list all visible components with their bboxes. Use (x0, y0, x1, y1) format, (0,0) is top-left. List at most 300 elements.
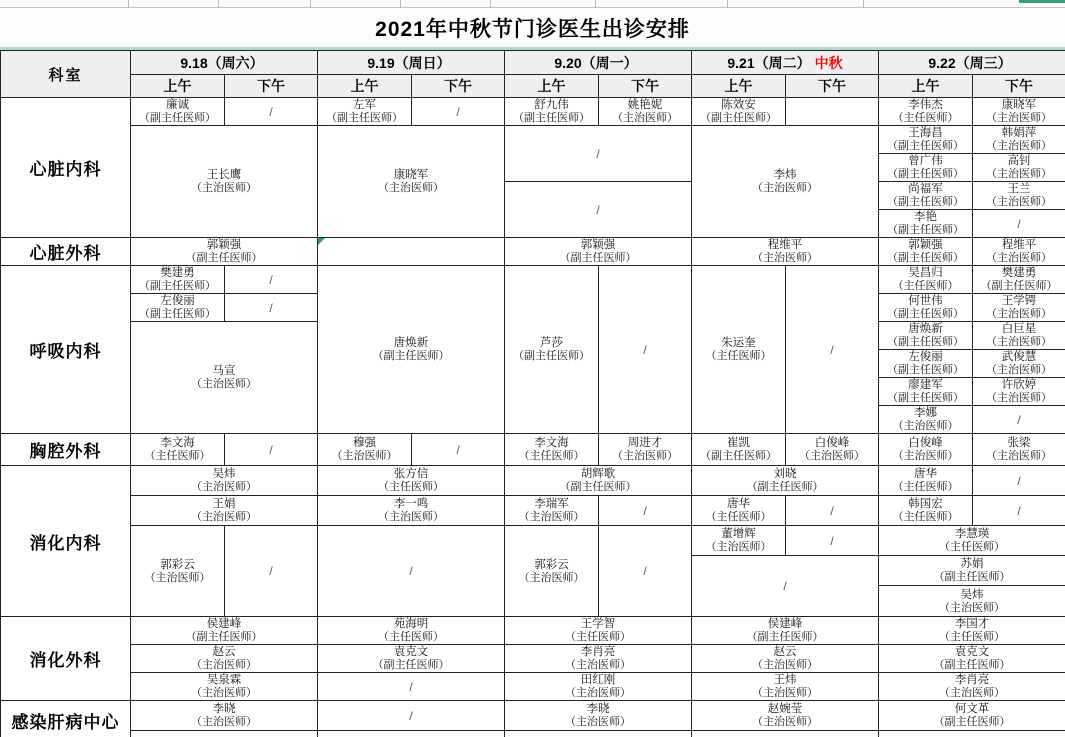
schedule-cell[interactable]: / (505, 182, 692, 238)
schedule-cell[interactable] (318, 617, 505, 645)
schedule-cell[interactable] (505, 526, 599, 617)
schedule-cell[interactable] (973, 378, 1065, 406)
doctor-rank: （副主任医师） (559, 252, 637, 264)
doctor-name: 曾广伟 (908, 155, 943, 167)
department-name[interactable]: 消化内科 (1, 466, 131, 617)
schedule-cell[interactable] (131, 701, 318, 731)
schedule-cell[interactable] (131, 496, 318, 526)
doctor-name: 王海昌 (908, 127, 943, 139)
schedule-cell[interactable] (131, 238, 318, 266)
schedule-cell[interactable] (318, 266, 505, 434)
schedule-cell[interactable] (131, 526, 225, 617)
department-name[interactable]: 胸腔外科 (1, 434, 131, 466)
schedule-cell[interactable] (879, 98, 973, 126)
schedule-cell[interactable] (879, 266, 973, 294)
schedule-row (1, 617, 1065, 645)
top-cropped-row (0, 0, 1065, 8)
grid-line (310, 0, 311, 8)
schedule-cell[interactable] (131, 617, 318, 645)
schedule-cell[interactable] (599, 434, 692, 466)
schedule-cell[interactable] (692, 434, 786, 466)
doctor-rank: （主治医师） (191, 481, 257, 493)
doctor-name: 苏娟 (960, 558, 984, 570)
schedule-cell[interactable] (318, 126, 505, 238)
doctor-rank: （主治医师） (565, 659, 631, 671)
doctor-name: 王学锷 (1001, 295, 1037, 307)
schedule-table (0, 50, 1065, 737)
schedule-cell[interactable]: / (225, 266, 318, 294)
doctor-rank: （主治医师） (986, 450, 1052, 462)
schedule-cell[interactable] (879, 238, 973, 266)
schedule-cell[interactable] (318, 238, 505, 266)
doctor-rank: （副主任医师） (980, 280, 1058, 292)
doctor-rank: （副主任医师） (372, 350, 450, 362)
schedule-cell[interactable] (692, 238, 879, 266)
doctor-rank: （主治医师） (752, 716, 818, 728)
doctor-rank: （副主任医师） (887, 196, 964, 208)
schedule-cell[interactable]: / (412, 98, 505, 126)
pm-header[interactable]: 下午 (412, 75, 505, 98)
schedule-cell[interactable] (131, 731, 318, 737)
schedule-cell[interactable] (318, 496, 505, 526)
doctor-name: 周进才 (627, 437, 663, 449)
doctor-name: 唐焕新 (393, 337, 429, 349)
doctor-name: 穆强 (353, 437, 376, 449)
doctor-rank: （主治医师） (986, 196, 1052, 208)
schedule-cell[interactable] (879, 182, 973, 210)
doctor-rank: （主治医师） (144, 571, 211, 584)
schedule-cell[interactable]: / (786, 496, 879, 526)
doctor-name: 董增辉 (721, 528, 756, 540)
am-header[interactable]: 上午 (692, 75, 786, 98)
dept-column-header: 科室 (1, 51, 131, 98)
schedule-cell[interactable] (505, 673, 692, 701)
doctor-rank: （副主任医师） (887, 364, 964, 376)
doctor-name: 芦莎 (540, 337, 563, 349)
selection-accent-bar (1019, 0, 1065, 3)
schedule-cell[interactable]: / (225, 294, 318, 322)
pm-header[interactable]: 下午 (599, 75, 692, 98)
schedule-cell[interactable] (879, 673, 1065, 701)
schedule-cell[interactable]: / (318, 673, 505, 701)
doctor-rank: （主治医师） (986, 252, 1052, 264)
schedule-cell[interactable]: / (225, 98, 318, 126)
grid-line (490, 0, 491, 8)
schedule-cell[interactable] (879, 466, 973, 496)
date-header-9-21[interactable] (692, 51, 879, 75)
schedule-cell[interactable]: / (973, 406, 1065, 434)
schedule-row (1, 701, 1065, 731)
doctor-rank: （主任医师） (378, 481, 444, 493)
schedule-cell[interactable] (131, 645, 318, 673)
schedule-cell[interactable]: / (973, 466, 1065, 496)
doctor-name: 郭彩云 (534, 558, 569, 571)
department-name[interactable]: 呼吸内科 (1, 266, 131, 434)
doctor-rank: （主治医师） (191, 659, 257, 671)
schedule-cell[interactable]: / (692, 556, 879, 617)
am-header[interactable]: 上午 (131, 75, 225, 98)
doctor-rank: （副主任医师） (185, 252, 263, 264)
doctor-name: 唐华 (914, 468, 937, 480)
doctor-name: 白俊峰 (814, 437, 850, 449)
schedule-cell[interactable]: / (786, 266, 879, 434)
doctor-rank: （主治医师） (612, 112, 678, 124)
schedule-cell[interactable] (973, 322, 1065, 350)
schedule-cell[interactable]: / (973, 210, 1065, 238)
doctor-rank: （主治医师） (565, 687, 631, 699)
holiday-mid-autumn-label: 中秋 (814, 54, 843, 71)
doctor-rank: （副主任医师） (933, 716, 1011, 728)
doctor-name: 左俊丽 (160, 295, 195, 307)
doctor-rank: （副主任医师） (185, 631, 263, 643)
doctor-name: 廉诚 (166, 99, 189, 111)
doctor-rank: （主任医师） (939, 631, 1005, 643)
schedule-cell[interactable] (505, 466, 692, 496)
schedule-cell[interactable] (131, 294, 225, 322)
doctor-rank: （副主任医师） (933, 571, 1011, 583)
doctor-rank: （主任医师） (705, 350, 772, 362)
am-header[interactable]: 上午 (879, 75, 973, 98)
doctor-name: 赵婉莹 (767, 703, 803, 715)
schedule-cell[interactable] (879, 322, 973, 350)
doctor-name: 李瑞军 (534, 498, 569, 510)
doctor-rank: （主任医师） (565, 631, 631, 643)
schedule-row (1, 496, 1065, 526)
schedule-cell[interactable] (505, 701, 692, 731)
doctor-rank: （主治医师） (799, 450, 865, 462)
schedule-cell[interactable] (879, 434, 973, 466)
doctor-name: 袁克文 (954, 646, 990, 658)
am-header[interactable]: 上午 (318, 75, 412, 98)
doctor-name: 王长鹰 (206, 169, 242, 181)
doctor-name: 王学智 (580, 618, 616, 630)
schedule-cell[interactable] (973, 98, 1065, 126)
doctor-rank: （副主任医师） (746, 631, 824, 643)
doctor-rank: （主任医师） (144, 450, 211, 462)
doctor-name: 程维平 (1001, 239, 1037, 251)
schedule-row (1, 645, 1065, 673)
schedule-cell[interactable] (692, 701, 879, 731)
doctor-name: 唐焕新 (908, 323, 943, 335)
doctor-name: 侯建峰 (206, 618, 242, 630)
doctor-name: 吴泉霖 (206, 674, 242, 686)
schedule-row (1, 266, 1065, 294)
doctor-rank: （主治医师） (752, 687, 818, 699)
doctor-name: 马宣 (212, 365, 236, 377)
doctor-rank: （副主任医师） (700, 450, 777, 462)
schedule-cell[interactable] (131, 126, 318, 238)
page-title: 2021年中秋节门诊医生出诊安排 (375, 17, 690, 41)
doctor-name: 左俊丽 (908, 351, 943, 363)
date-header-9-20[interactable] (505, 51, 692, 75)
doctor-name: 苑海明 (393, 618, 429, 630)
doctor-rank: （主治医师） (986, 336, 1052, 348)
doctor-name: 王娟 (212, 498, 236, 510)
doctor-rank: （主治医师） (986, 364, 1052, 376)
am-header[interactable]: 上午 (505, 75, 599, 98)
doctor-name: 刘晓 (773, 468, 797, 480)
schedule-cell[interactable] (692, 731, 879, 737)
schedule-cell[interactable] (879, 406, 973, 434)
schedule-cell[interactable] (131, 322, 318, 434)
schedule-cell[interactable] (692, 526, 786, 556)
doctor-name: 高钊 (1007, 155, 1031, 167)
doctor-rank: （主治医师） (378, 182, 444, 194)
schedule-body (1, 98, 1065, 737)
schedule-cell[interactable] (973, 182, 1065, 210)
title-band (0, 8, 1065, 50)
schedule-cell[interactable] (973, 126, 1065, 154)
doctor-name: 程维平 (767, 239, 803, 251)
schedule-cell[interactable] (131, 673, 318, 701)
doctor-name: 韩娟萍 (1001, 127, 1037, 139)
doctor-rank: （主任医师） (892, 511, 959, 523)
pm-header[interactable]: 下午 (786, 75, 879, 98)
schedule-cell[interactable] (692, 496, 786, 526)
schedule-cell[interactable] (318, 434, 412, 466)
doctor-name: 李文海 (534, 437, 569, 449)
doctor-name: 李晓 (586, 703, 610, 715)
doctor-name: 郭颖强 (580, 239, 616, 251)
doctor-name: 康晓军 (1001, 99, 1037, 111)
doctor-name: 李伟杰 (908, 99, 943, 111)
schedule-cell[interactable]: / (973, 496, 1065, 526)
schedule-row (1, 98, 1065, 126)
doctor-rank: （副主任医师） (139, 308, 216, 320)
doctor-name: 侯建峰 (767, 618, 803, 630)
schedule-cell[interactable] (879, 350, 973, 378)
doctor-rank: （副主任医师） (746, 481, 824, 493)
doctor-name: 尚福军 (908, 183, 943, 195)
schedule-cell[interactable]: / (599, 526, 692, 617)
schedule-cell[interactable] (505, 617, 692, 645)
grid-line (595, 0, 596, 8)
doctor-rank: （主任医师） (892, 112, 959, 124)
doctor-rank: （副主任医师） (559, 481, 637, 493)
doctor-rank: （副主任医师） (139, 280, 216, 292)
doctor-rank: （主治医师） (191, 716, 257, 728)
doctor-rank: （副主任医师） (887, 308, 964, 320)
schedule-cell[interactable] (318, 98, 412, 126)
doctor-rank: （主治医师） (191, 182, 257, 194)
doctor-name: 唐华 (727, 498, 750, 510)
doctor-name: 吴炜 (212, 468, 236, 480)
doctor-rank: （副主任医师） (887, 392, 964, 404)
date-label: 9.22（周三） (928, 54, 1012, 71)
schedule-cell[interactable]: / (225, 434, 318, 466)
doctor-name: 赵云 (773, 646, 797, 658)
schedule-cell[interactable] (505, 645, 692, 673)
schedule-cell[interactable] (599, 98, 692, 126)
schedule-cell[interactable] (692, 673, 879, 701)
schedule-cell[interactable] (879, 154, 973, 182)
schedule-cell[interactable] (973, 350, 1065, 378)
schedule-cell[interactable]: / (318, 526, 505, 617)
schedule-cell[interactable] (879, 701, 1065, 731)
department-name[interactable]: 消化外科 (1, 617, 131, 701)
schedule-row (1, 526, 1065, 556)
doctor-rank: （主治医师） (612, 450, 678, 462)
date-header-9-18[interactable] (131, 51, 318, 75)
schedule-cell[interactable] (879, 731, 1065, 737)
doctor-rank: （主任医师） (892, 280, 959, 292)
doctor-name: 李炜 (773, 169, 797, 181)
schedule-row (1, 238, 1065, 266)
schedule-cell[interactable]: / (505, 126, 692, 182)
doctor-rank: （副主任医师） (513, 350, 590, 362)
pm-header[interactable]: 下午 (973, 75, 1065, 98)
doctor-name: 李肖亮 (954, 674, 990, 686)
doctor-rank: （副主任医师） (887, 224, 964, 236)
doctor-rank: （主治医师） (191, 511, 257, 523)
doctor-name: 何文革 (954, 703, 990, 715)
schedule-cell[interactable]: / (318, 701, 505, 731)
doctor-name: 何世伟 (908, 295, 943, 307)
doctor-rank: （副主任医师） (700, 112, 777, 124)
doctor-rank: （副主任医师） (887, 336, 964, 348)
schedule-cell[interactable] (879, 645, 1065, 673)
schedule-cell[interactable] (973, 434, 1065, 466)
doctor-rank: （主治医师） (939, 601, 1005, 614)
doctor-name: 王兰 (1007, 183, 1031, 195)
doctor-rank: （副主任医师） (933, 659, 1011, 671)
date-header-9-19[interactable] (318, 51, 505, 75)
grid-line (128, 0, 129, 8)
date-header-9-22[interactable] (879, 51, 1065, 75)
doctor-name: 李慧瑛 (954, 528, 990, 540)
schedule-cell[interactable] (131, 98, 225, 126)
doctor-name: 张梁 (1007, 437, 1031, 449)
doctor-name: 王炜 (773, 674, 797, 686)
schedule-cell[interactable] (973, 266, 1065, 294)
schedule-cell[interactable] (973, 238, 1065, 266)
schedule-cell[interactable] (692, 466, 879, 496)
department-name[interactable]: 感染肝病中心 (1, 701, 131, 737)
doctor-rank: （副主任医师） (887, 140, 964, 152)
doctor-name: 胡辉歌 (580, 468, 616, 480)
doctor-rank: （主治医师） (565, 716, 631, 728)
doctor-name: 康晓军 (393, 169, 429, 181)
doctor-rank: （主治医师） (331, 450, 398, 462)
schedule-cell[interactable] (879, 586, 1065, 617)
schedule-cell[interactable] (879, 126, 973, 154)
schedule-cell[interactable] (692, 266, 786, 434)
schedule-cell[interactable] (879, 378, 973, 406)
doctor-name: 吴炜 (960, 588, 984, 601)
doctor-name: 左军 (353, 99, 376, 111)
doctor-name: 袁克文 (393, 646, 429, 658)
department-name[interactable]: 心脏外科 (1, 238, 131, 266)
doctor-rank: （主治医师） (518, 511, 585, 523)
schedule-cell[interactable] (786, 434, 879, 466)
doctor-name: 朱运奎 (721, 337, 756, 349)
doctor-name: 李晓 (212, 703, 236, 715)
grid-line (218, 0, 219, 8)
schedule-cell[interactable] (131, 434, 225, 466)
doctor-rank: （副主任医师） (326, 112, 403, 124)
grid-line (863, 0, 864, 8)
doctor-name: 韩国宏 (908, 498, 943, 510)
doctor-name: 舒九伟 (534, 99, 569, 111)
schedule-cell[interactable] (318, 466, 505, 496)
schedule-cell[interactable] (692, 617, 879, 645)
doctor-rank: （副主任医师） (887, 252, 964, 264)
doctor-name: 张方信 (393, 468, 429, 480)
schedule-cell[interactable] (879, 294, 973, 322)
schedule-cell[interactable]: / (599, 266, 692, 434)
schedule-cell[interactable]: / (412, 434, 505, 466)
date-label: 9.18（周六） (180, 54, 264, 71)
schedule-cell[interactable] (879, 617, 1065, 645)
schedule-cell[interactable] (505, 731, 692, 737)
date-label: 9.19（周日） (367, 54, 451, 71)
doctor-name: 姚艳妮 (627, 99, 663, 111)
schedule-cell[interactable] (505, 496, 599, 526)
schedule-cell[interactable] (879, 556, 1065, 586)
schedule-row (1, 434, 1065, 466)
schedule-cell[interactable]: / (225, 526, 318, 617)
pm-header[interactable]: 下午 (225, 75, 318, 98)
schedule-cell[interactable] (692, 98, 786, 126)
department-name[interactable]: 心脏内科 (1, 98, 131, 238)
schedule-cell[interactable]: / (786, 526, 879, 556)
doctor-name: 郭彩云 (160, 558, 195, 571)
schedule-cell[interactable] (131, 466, 318, 496)
doctor-name: 崔凯 (727, 437, 750, 449)
schedule-cell[interactable] (879, 210, 973, 238)
doctor-rank: （主任医师） (939, 541, 1005, 553)
doctor-name: 武俊慧 (1001, 351, 1037, 363)
doctor-name: 李国才 (954, 618, 990, 630)
schedule-cell[interactable] (505, 266, 599, 434)
schedule-cell[interactable] (973, 294, 1065, 322)
schedule-cell[interactable] (505, 238, 692, 266)
schedule-cell[interactable] (505, 434, 599, 466)
doctor-name: 樊建勇 (1001, 267, 1037, 279)
schedule-cell[interactable] (786, 98, 879, 126)
schedule-cell[interactable] (879, 496, 973, 526)
doctor-rank: （主治医师） (986, 112, 1052, 124)
schedule-cell[interactable] (318, 645, 505, 673)
doctor-rank: （副主任医师） (372, 659, 450, 671)
doctor-name: 李娜 (914, 407, 937, 419)
schedule-cell[interactable] (879, 526, 1065, 556)
doctor-rank: （主治医师） (378, 511, 444, 523)
doctor-name: 李艳 (914, 211, 937, 223)
doctor-name: 许欣婷 (1001, 379, 1037, 391)
doctor-name: 李肖亮 (580, 646, 616, 658)
doctor-name: 白俊峰 (908, 437, 943, 449)
doctor-rank: （主治医师） (705, 541, 772, 553)
schedule-cell[interactable] (692, 126, 879, 238)
doctor-rank: （主任医师） (518, 450, 585, 462)
doctor-name: 李一鸣 (393, 498, 429, 510)
date-label: 9.20（周一） (554, 54, 638, 71)
schedule-cell[interactable] (318, 731, 505, 737)
doctor-rank: （主治医师） (986, 140, 1052, 152)
schedule-cell[interactable] (973, 154, 1065, 182)
schedule-cell[interactable]: / (599, 496, 692, 526)
doctor-rank: （主治医师） (191, 687, 257, 699)
schedule-cell[interactable] (131, 266, 225, 294)
doctor-rank: （主治医师） (752, 252, 818, 264)
schedule-cell[interactable] (505, 98, 599, 126)
schedule-cell[interactable] (692, 645, 879, 673)
doctor-rank: （主治医师） (752, 182, 818, 194)
doctor-name: 白巨星 (1001, 323, 1037, 335)
doctor-rank: （主治医师） (986, 168, 1052, 180)
doctor-rank: （主任医师） (892, 481, 959, 493)
